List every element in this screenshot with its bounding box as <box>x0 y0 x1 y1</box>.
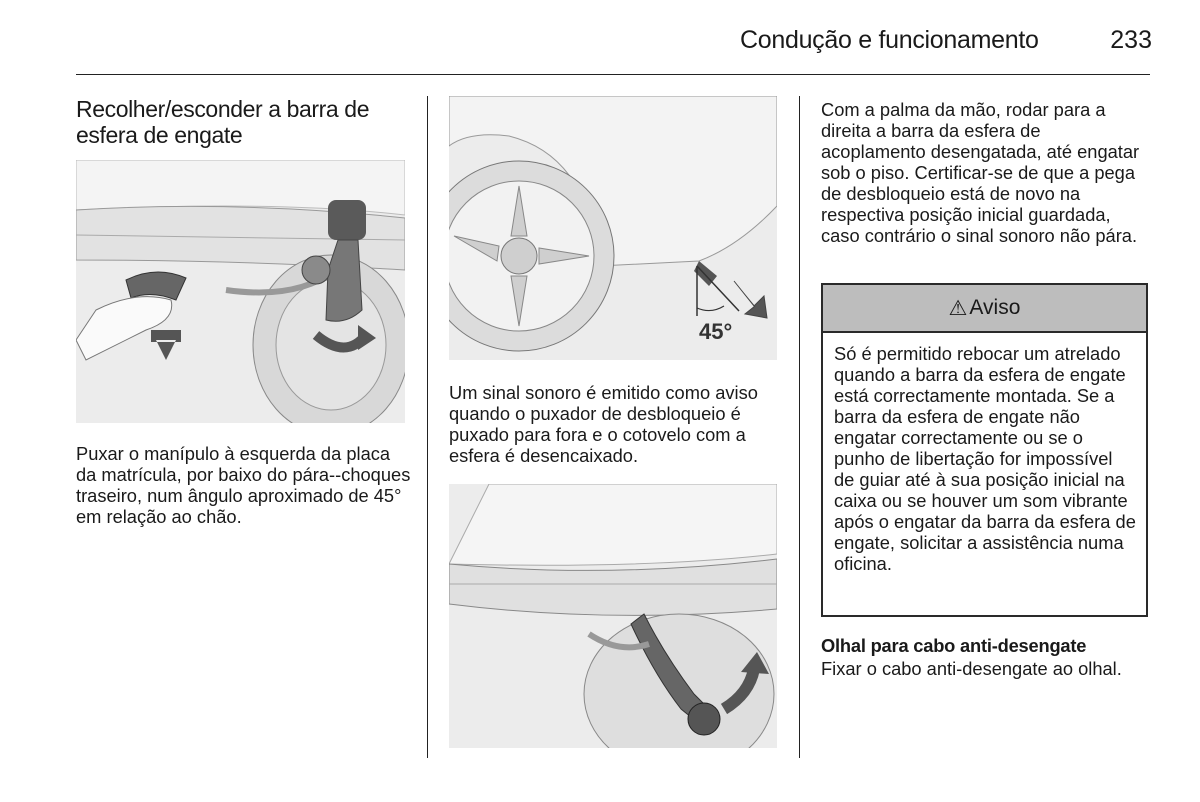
header-divider <box>76 74 1150 75</box>
warning-title: Aviso <box>969 296 1021 319</box>
warning-triangle-icon: ⚠ <box>948 296 968 320</box>
subheading-paragraph: Fixar o cabo anti-desengate ao olhal. <box>821 658 1122 679</box>
figure-handle-angle <box>449 96 777 360</box>
figure-rotate-bar <box>449 484 777 748</box>
figure-release-handle <box>76 160 405 423</box>
warning-header <box>823 285 1146 333</box>
illustration-rotate-bar <box>449 484 777 748</box>
page-header-title: Condução e funcionamento <box>740 26 1039 54</box>
illustration-handle-angle <box>449 96 777 360</box>
illustration-release-handle <box>76 160 405 423</box>
column-divider-right <box>799 96 800 758</box>
section-title: Recolher/esconder a barra de esfera de engate <box>76 96 370 148</box>
page-number: 233 <box>1110 26 1152 54</box>
middle-paragraph: Um sinal sonoro é emitido como aviso quando o puxador de desbloqueio é puxado para fora e o cotovelo com a esfera é desencaixado. <box>449 382 758 466</box>
right-paragraph: Com a palma da mão, rodar para a direita a barra da esfera de acoplamento desengatada, até engatar sob o piso. Certificar-se de que a pega de desbloqueio está de novo na respectiva posição inicial guardada, caso contrário o sinal sonoro não pára. <box>821 99 1140 246</box>
column-divider-left <box>427 96 428 758</box>
subheading-anti-desengate: Olhal para cabo anti-desengate <box>821 635 1087 656</box>
warning-text: Só é permitido rebocar um atrelado quando a barra da esfera de engate está correctamente montada. Se a barra da esfera de engate não engatar correctamente ou se o punho de libertação for impossível de guiar até à sua posição inicial na caixa ou se houver um som vibrante após o engatar da barra da esfera de engate, solicitar a assistência numa oficina. <box>834 343 1136 574</box>
angle-label: 45° <box>699 319 733 344</box>
left-paragraph: Puxar o manípulo à esquerda da placa da matrícula, por baixo do pára--choques traseiro, num ângulo aproximado de 45° em relação ao chão. <box>76 443 411 527</box>
warning-box <box>821 283 1148 617</box>
